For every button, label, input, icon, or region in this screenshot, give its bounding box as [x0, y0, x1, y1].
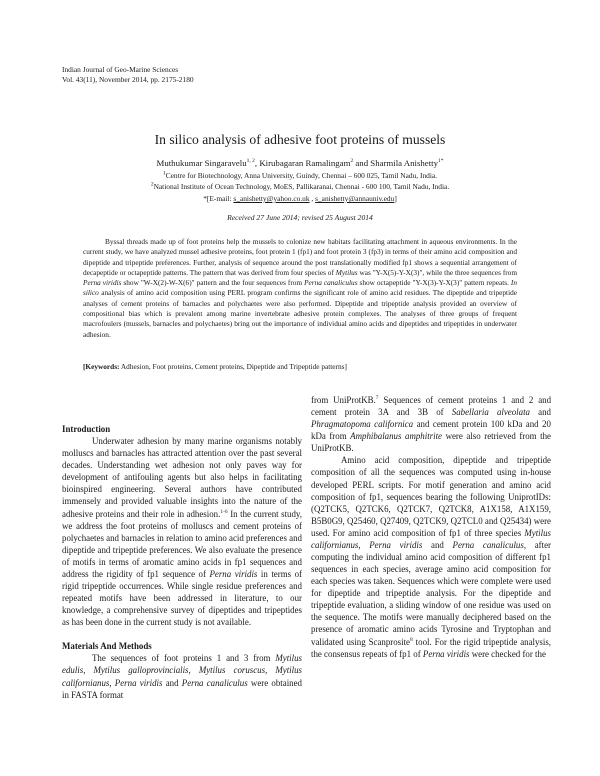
citation: 7: [375, 395, 379, 402]
email-close: ]: [394, 194, 397, 203]
composition-paragraph: [311, 454, 551, 659]
body-text: in terms of rigid tripeptide occurrences. While single residue preferences and repeated motifs have been addressed in literature, to our knowledge, a comprehensive survey of dipeptides and tripeptides as has been done in the current study is not available.: [62, 568, 302, 628]
species-name: Mytilus: [335, 267, 358, 277]
body-text: tool. For the rigid tripeptide analysis, the consensus repeats of fp1 of: [311, 636, 552, 659]
intro-paragraph: [62, 435, 302, 628]
affiliation-number: 1: [162, 170, 166, 177]
body-text: were obtained in FASTA format: [62, 677, 302, 700]
author-list: [60, 158, 540, 169]
paper-title: In silico analysis of adhesive foot proteins of mussels: [154, 132, 446, 147]
body-text: , after computing the individual amino acid composition of different fp1 sequences in each species, average amino acid composition for each species was taken. Sequences which were complete were used for dipeptide and tripeptide analysis. For the dipeptide and tripeptide evaluation, a sliding window of one residue was used on the sequence. The motifs were manually deciphered based on the presence of aromatic amino acids Tyrosine and Tryptophan and validated using Scanprosite: [311, 539, 551, 647]
body-text: Amino acid composition, dipeptide and tripeptide composition of all the sequences was computed using in-house developed PERL scripts. For motif generation and amino acid composition of fp1, sequences bearing the following UniprotIDs: (Q2TCK5, Q2TCK6, Q2TCK7, Q2TCK8, A1X158, A1X159, B5B0G9, Q25460, Q27409, Q2TCK9, Q2TCL0 and Q25434) were used. For amino acid composition of fp1 of three species: [311, 455, 551, 538]
email-link-2[interactable]: s_anishetty@annauniv.edu: [315, 194, 395, 203]
author-3: Sharmila Anishetty: [370, 158, 438, 168]
author-2-affiliation: 2: [350, 158, 354, 165]
journal-volume: Vol. 43(11), November 2014, pp. 2175-2180: [62, 75, 194, 84]
species-name: Amphibalanus amphitrite: [350, 431, 442, 442]
abstract-text: Byssal threads made up of foot proteins help the mussels to colonize new habitats facilitating attachment in aqueous environments. In the current study, we have analyzed mussel adhesive proteins, foot protein 1 (fp1) and foot protein 3 (fp3) in terms of their amino acid composition and dipeptide and tripeptide preferences. Further, analysis of sequence around the post translationally modified fp1 shows a sequential arrangement of decapeptide or octapeptide patterns. The pattern that was derived from four species of: [83, 237, 517, 277]
keywords-text: Adhesion, Foot proteins, Cement proteins, Dipeptide and Tripeptide patterns]: [119, 362, 347, 371]
body-text: In the current study, we address the foot proteins of molluscs and cement proteins of polychaetes and barnacles in relation to amino acid preferences and dipeptide and tripeptide preferences. We also evaluate the presence of motifs in terms of aromatic amino acids in fp1 sequences and address the rigidity of fp1 sequence of: [62, 508, 302, 579]
species-name: Perna canaliculus: [304, 278, 358, 288]
author-2: Kirubagaran Ramalingam: [259, 158, 351, 168]
email-link-1[interactable]: s_anishetty@yahoo.co.uk: [233, 194, 310, 203]
affiliation-1: [60, 171, 540, 181]
intro-heading: Introduction: [62, 424, 111, 434]
right-column: [311, 394, 551, 660]
species-name: Perna viridis: [83, 278, 122, 288]
sequences-paragraph: [311, 394, 551, 454]
author-1-affiliation: 1, 2: [246, 158, 255, 165]
body-text: and: [162, 677, 182, 688]
affiliation-text: Centre for Biotechnology, Anna University, Guindy, Chennai – 600 025, Tamil Nadu, India.: [165, 171, 438, 180]
body-text: and: [529, 407, 551, 418]
received-dates: Received 27 June 2014; revised 25 August 2014: [227, 213, 373, 222]
affiliation-number: 2: [150, 181, 154, 188]
affiliation-text: National Institute of Ocean Technology, MoES, Pallikaranai, Chennai - 600 100, Tamil Nadu, India.: [153, 182, 450, 191]
body-text: were checked for the: [469, 648, 546, 659]
species-name: Mytilus californianus: [311, 527, 551, 550]
abstract: [83, 237, 517, 340]
species-name: Perna viridis: [209, 568, 258, 579]
species-name: Perna canaliculus: [452, 539, 524, 550]
species-name: Phragmatopoma californica: [311, 419, 414, 430]
author-separator: and: [353, 158, 371, 168]
abstract-text: show "W-X(2)-W-X(6)" pattern and the four sequences from: [121, 278, 305, 288]
citation: 1-6: [220, 508, 228, 515]
species-name: Mytilus edulis, Mytilus galloprovincialis, Mytilus coruscus, Mytilus californianus, Perna viridis: [62, 653, 302, 688]
email-label: *[E-mail:: [203, 194, 234, 203]
species-name: Perna viridis: [369, 539, 423, 550]
author-1: Muthukumar Singaravelu: [156, 158, 247, 168]
species-name: Perna viridis: [422, 648, 470, 659]
body-text: were also retrieved from the UniProtKB.: [311, 431, 551, 454]
journal-name: Indian Journal of Geo-Marine Sciences: [62, 65, 179, 74]
citation: 8: [410, 636, 413, 643]
body-text: The sequences of foot proteins 1 and 3 from: [92, 653, 276, 664]
journal-header: [62, 65, 194, 85]
author-3-affiliation: 1*: [437, 158, 444, 165]
abstract-text: show octapeptide "Y-X(3)-Y-X(3)" pattern repeats.: [357, 278, 511, 288]
species-name: Perna canaliculus: [181, 677, 248, 688]
body-text: from UniProtKB.: [311, 395, 376, 405]
keywords: [83, 362, 517, 372]
left-column: [62, 423, 302, 701]
abstract-text: analysis of amino acid composition using PERL program confirms the significant role of amino acid residues. The dipeptide and tripeptide analyses of cement proteins of barnacles and polychaetes were also performed. Dipeptide and tripeptide analysis provided an overview of compositional bias which is prevalent among marine invertebrate adhesive protein complexes. The analyses of three groups of frequent macrofoulers (mussels, barnacles and polychaetes) bring out the importance of individual amino acids and dipeptides and tripeptides in underwater adhesion.: [83, 288, 517, 339]
species-name: Sabellaria alveolata: [451, 407, 530, 418]
body-text: and cement protein 100 kDa and 20 kDa from: [311, 419, 551, 442]
abstract-text: was "Y-X(5)-Y-X(3)", while the three sequences from: [357, 267, 518, 277]
keywords-label: [Keywords:: [83, 362, 120, 371]
methods-heading: Materials And Methods: [62, 641, 152, 652]
email-separator: ,: [309, 194, 316, 203]
methods-paragraph: [62, 652, 302, 700]
italic-term: In silico: [83, 278, 517, 298]
affiliation-2: [60, 182, 540, 192]
body-text: Sequences of cement proteins 1 and 2 and cement protein 3A and 3B of: [311, 395, 552, 418]
author-separator: ,: [254, 158, 260, 168]
body-text: ,: [358, 539, 370, 550]
body-text: and: [422, 539, 453, 550]
body-text: Underwater adhesion by many marine organisms notably molluscs and barnacles has attracted attention over the past several decades. Understanding wet adhesion not only paves way for development of antifouling agents but also helps in facilitating bioinspired engineering. Several authors have contributed immensely and provided valuable insights into the nature of the adhesive proteins and their role in adhesion.: [62, 436, 302, 519]
corresponding-email: [60, 194, 540, 204]
